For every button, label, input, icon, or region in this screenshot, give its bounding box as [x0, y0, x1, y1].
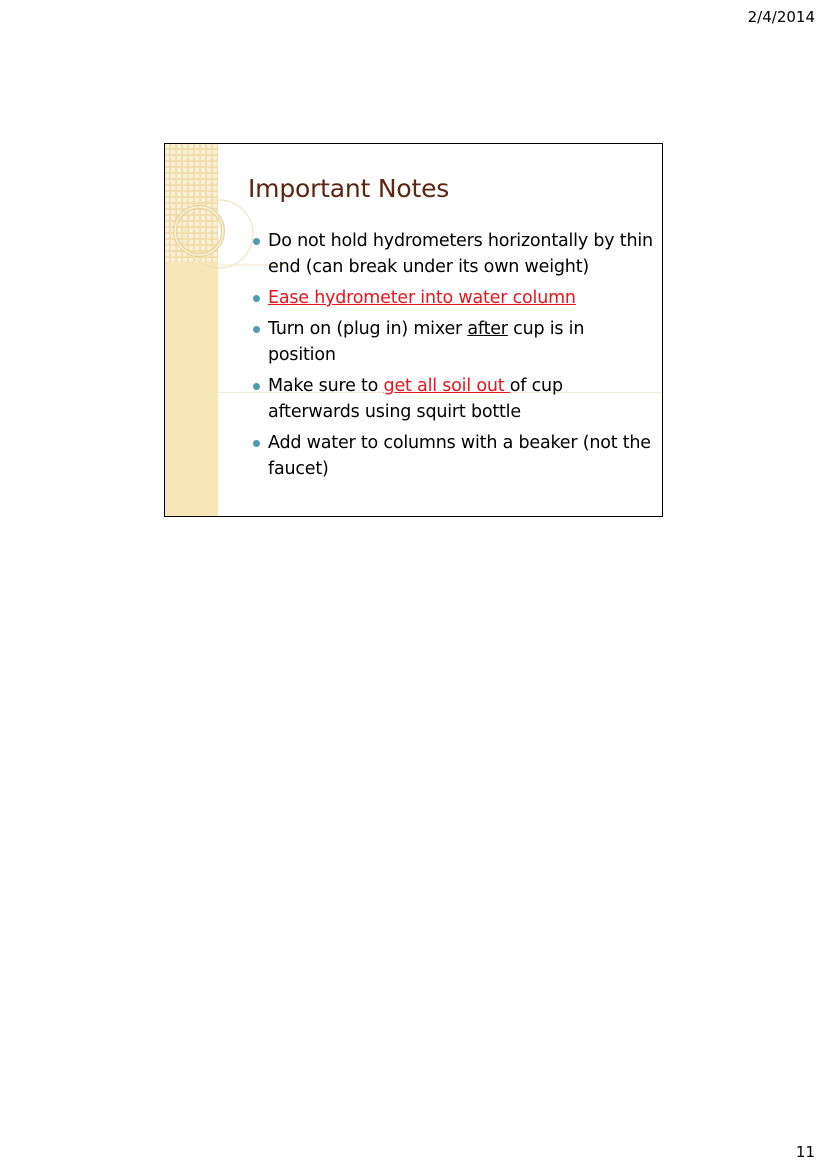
bullet-list [249, 228, 653, 487]
bullet-text-underlined: after [467, 319, 508, 339]
bullet-text: Add water to columns with a beaker (not the faucet) [268, 433, 651, 479]
page-number: 11 [795, 1143, 815, 1161]
bullet-item [249, 316, 653, 368]
slide [164, 143, 663, 517]
bullet-icon [253, 295, 260, 302]
bullet-text-after: of cup afterwards using squirt bottle [268, 376, 563, 422]
bullet-icon [253, 326, 260, 333]
bullet-text-highlight: get all soil out [383, 376, 510, 396]
slide-title: Important Notes [248, 174, 450, 203]
bullet-text: Do not hold hydrometers horizontally by thin end (can break under its own weight) [268, 231, 653, 277]
bullet-icon [253, 440, 260, 447]
bullet-item [249, 430, 653, 482]
page-date: 2/4/2014 [747, 8, 815, 26]
bullet-text-before: Turn on (plug in) mixer [268, 319, 468, 339]
bullet-icon [253, 383, 260, 390]
bullet-item [249, 285, 653, 311]
bullet-item [249, 228, 653, 280]
bullet-text-before: Make sure to [268, 376, 384, 396]
bullet-text-highlight: Ease hydrometer into water column [268, 288, 576, 308]
bullet-icon [253, 238, 260, 245]
bullet-text-after: cup is in position [268, 319, 585, 365]
bullet-item [249, 373, 653, 425]
